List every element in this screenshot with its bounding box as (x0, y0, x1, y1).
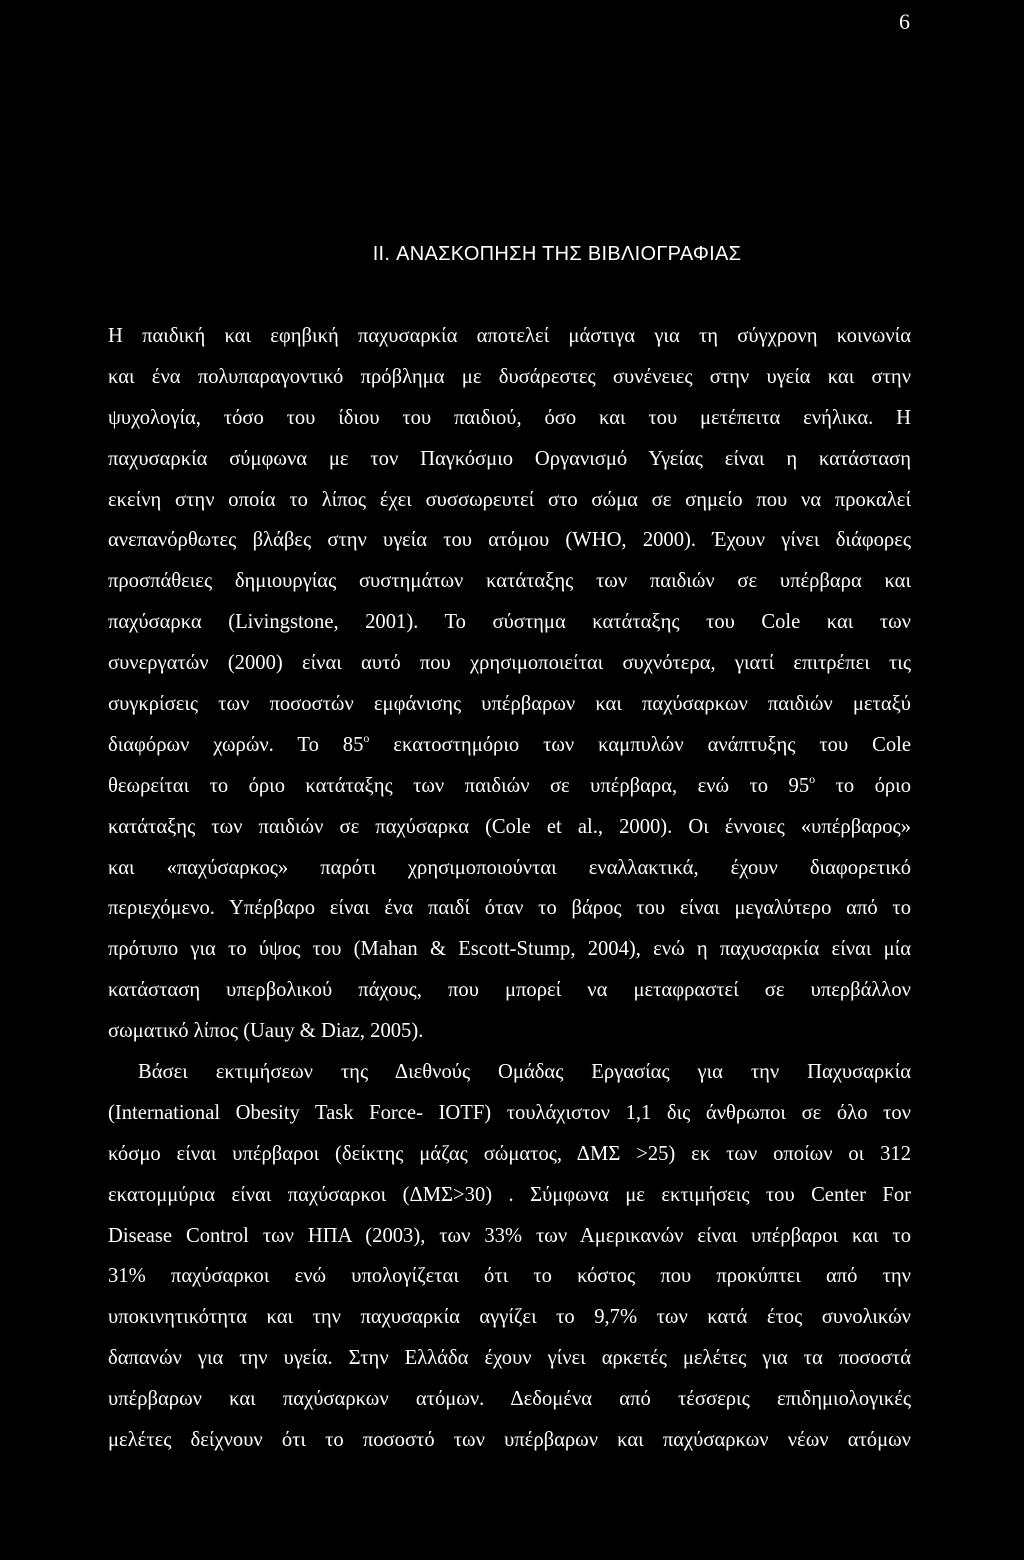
superscript: ο (809, 773, 816, 786)
text-line: συγκρίσεις των ποσοστών εμφάνισης υπέρβαρων και παχύσαρκων παιδιών μεταξύ (108, 693, 911, 716)
text-line: προσπάθειες δημιουργίας συστημάτων κατάταξης των παιδιών σε υπέρβαρα και (108, 570, 911, 593)
superscript: ο (363, 732, 370, 745)
text-line (108, 733, 911, 774)
text-line: Disease Control των ΗΠΑ (2003), των 33% των Αμερικανών είναι υπέρβαροι και το (108, 1224, 911, 1247)
text-segment: θεωρείται το όριο κατάταξης των παιδιών σε υπέρβαρα, ενώ το 95 (108, 774, 810, 797)
text-line: παχυσαρκία σύμφωνα με τον Παγκόσμιο Οργανισμό Υγείας είναι η κατάσταση (108, 447, 911, 470)
text-segment: το όριο (815, 774, 911, 797)
text-line: κατάταξης των παιδιών σε παχύσαρκα (Cole et al., 2000). Οι έννοιες «υπέρβαρος» (108, 815, 911, 838)
section-heading-text: II. ΑΝΑΣΚΟΠΗΣΗ ΤΗΣ ΒΙΒΛΙΟΓΡΑΦΙΑΣ (372, 243, 742, 265)
text-line: πρότυπο για το ύψος του (Mahan & Escott-Stump, 2004), ενώ η παχυσαρκία είναι μία (108, 938, 911, 961)
text-line: εκείνη στην οποία το λίπος έχει συσσωρευτεί στο σώμα σε σημείο που να προκαλεί (108, 488, 911, 511)
text-line: περιεχόμενο. Υπέρβαρο είναι ένα παιδί όταν το βάρος του είναι μεγαλύτερο από το (108, 897, 911, 920)
text-line: 31% παχύσαρκοι ενώ υπολογίζεται ότι το κόστος που προκύπτει από την (108, 1265, 911, 1288)
text-line: Η παιδική και εφηβική παχυσαρκία αποτελεί μάστιγα για τη σύγχρονη κοινωνία (108, 325, 911, 347)
text-line: Βάσει εκτιμήσεων της Διεθνούς Ομάδας Εργασίας για την Παχυσαρκία (138, 1061, 911, 1084)
text-line: υπέρβαρων και παχύσαρκων ατόμων. Δεδομένα από τέσσερις επιδημιολογικές (108, 1388, 911, 1411)
text-line: συνεργατών (2000) είναι αυτό που χρησιμοποιείται συχνότερα, γιατί επιτρέπει τις (108, 652, 911, 675)
text-line: (International Obesity Task Force- IOTF) τουλάχιστον 1,1 δις άνθρωποι σε όλο τον (108, 1101, 911, 1124)
text-segment: εκατοστημόριο των καμπυλών ανάπτυξης του Cole (369, 733, 911, 756)
text-line: κατάσταση υπερβολικού πάχους, που μπορεί να μεταφραστεί σε υπερβάλλον (108, 979, 911, 1002)
text-line (108, 774, 911, 815)
text-line: σωματικό λίπος (Uauy & Diaz, 2005). (108, 1020, 424, 1043)
page-number: 6 (899, 9, 910, 34)
section-heading (0, 241, 1024, 267)
text-line: δαπανών για την υγεία. Στην Ελλάδα έχουν γίνει αρκετές μελέτες για τα ποσοστά (108, 1347, 911, 1370)
text-line: κόσμο είναι υπέρβαροι (δείκτης μάζας σώματος, ΔΜΣ >25) εκ των οποίων οι 312 (108, 1142, 911, 1165)
text-line: και «παχύσαρκος» παρότι χρησιμοποιούνται εναλλακτικά, έχουν διαφορετικό (108, 856, 911, 879)
text-segment: διαφόρων χωρών. Το 85 (108, 733, 364, 756)
text-line: εκατομμύρια είναι παχύσαρκοι (ΔΜΣ>30) . Σύμφωνα με εκτιμήσεις του Center For (108, 1183, 911, 1206)
text-line: ανεπανόρθωτες βλάβες στην υγεία του ατόμου (WHO, 2000). Έχουν γίνει διάφορες (108, 529, 911, 552)
text-line: μελέτες δείχνουν ότι το ποσοστό των υπέρβαρων και παχύσαρκων νέων ατόμων (108, 1429, 911, 1452)
text-line: και ένα πολυπαραγοντικό πρόβλημα με δυσάρεστες συνένειες στην υγεία και στην (108, 365, 911, 388)
body-text (108, 324, 911, 1469)
text-line: ψυχολογία, τόσο του ίδιου του παιδιού, όσο και του μετέπειτα ενήλικα. Η (108, 406, 911, 429)
text-line: υποκινητικότητα και την παχυσαρκία αγγίζει το 9,7% των κατά έτος συνολικών (108, 1306, 911, 1329)
text-line: παχύσαρκα (Livingstone, 2001). Το σύστημα κατάταξης του Cole και των (108, 611, 911, 634)
